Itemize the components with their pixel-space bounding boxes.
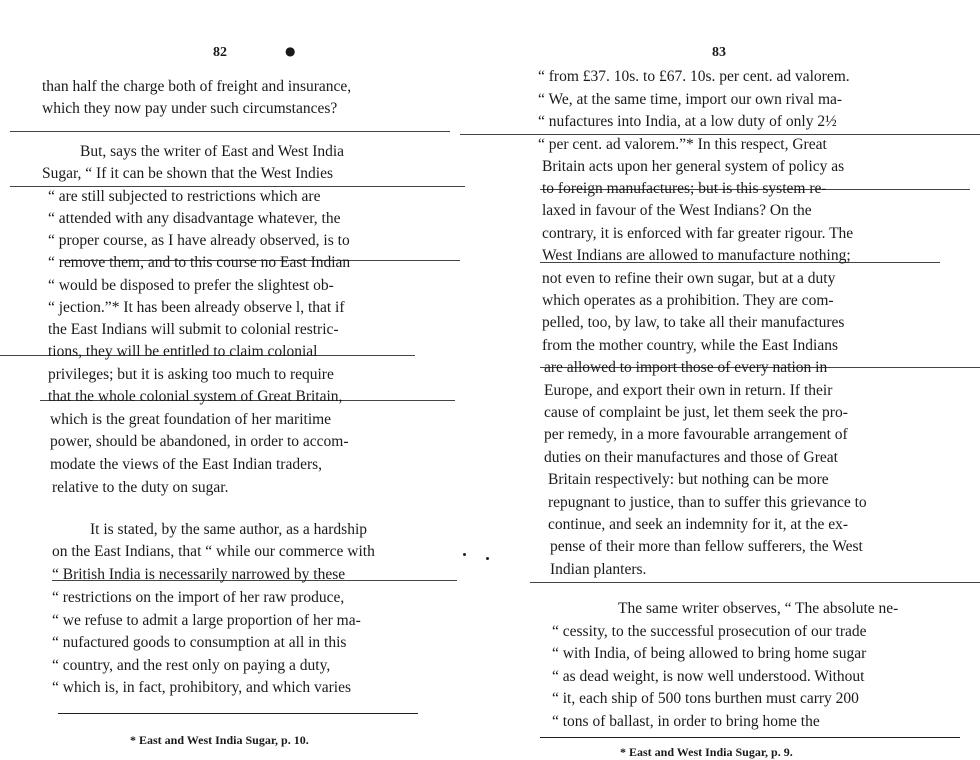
text-line: “ British India is necessarily narrowed by these: [52, 566, 346, 583]
page-number: 83: [712, 45, 726, 60]
text-line: repugnant to justice, than to suffer this grievance to: [548, 494, 867, 511]
text-line: “ We, at the same time, import our own rival ma-: [538, 91, 843, 108]
text-line: “ proper course, as I have already observed, is to: [48, 232, 350, 249]
scan-rule: [10, 131, 450, 132]
scan-speck: [463, 553, 466, 556]
text-line: modate the views of the East Indian traders,: [50, 456, 323, 473]
text-line: contrary, it is enforced with far greater rigour. The: [542, 225, 854, 242]
text-line: Europe, and export their own in return. If their: [544, 382, 833, 399]
text-line: “ country, and the rest only on paying a duty,: [52, 657, 331, 674]
text-line: that the whole colonial system of Great Britain,: [48, 388, 343, 405]
text-line: Sugar, “ If it can be shown that the West Indies: [42, 165, 333, 182]
text-line: which they now pay under such circumstances?: [42, 100, 338, 117]
text-line: duties on their manufactures and those of Great: [544, 449, 838, 466]
scan-rule: [530, 582, 980, 583]
text-line: Britain acts upon her general system of policy as: [542, 158, 845, 175]
text-line: on the East Indians, that “ while our commerce with: [52, 543, 375, 560]
text-line: privileges; but it is asking too much to require: [48, 366, 334, 383]
text-line: “ with India, of being allowed to bring home sugar: [552, 645, 867, 662]
text-line: than half the charge both of freight and insurance,: [42, 78, 352, 95]
text-line: per remedy, in a more favourable arrangement of: [544, 426, 848, 443]
text-line: “ we refuse to admit a large proportion of her ma-: [52, 612, 361, 629]
text-line: “ it, each ship of 500 tons burthen must carry 200: [552, 690, 859, 707]
text-line: “ jection.”* It has been already observe l, that if: [48, 299, 345, 316]
text-line: power, should be abandoned, in order to accom-: [50, 433, 349, 450]
text-line: “ tons of ballast, in order to bring home the: [552, 713, 820, 730]
text-line: tions, they will be entitled to claim colonial: [48, 343, 318, 360]
text-line: “ nufactured goods to consumption at all in this: [52, 634, 347, 651]
text-line: “ from £37. 10s. to £67. 10s. per cent. ad valorem.: [538, 68, 850, 85]
text-line: laxed in favour of the West Indians? On the: [542, 202, 812, 219]
text-line: are allowed to import those of every nation in: [544, 359, 828, 376]
footnote-rule: [540, 737, 960, 738]
text-line: pelled, too, by law, to take all their manufactures: [542, 314, 845, 331]
paragraph-start: It is stated, by the same author, as a hardship: [90, 521, 368, 538]
text-line: “ nufactures into India, at a low duty of only 2½: [538, 113, 837, 130]
text-line: “ which is, in fact, prohibitory, and which varies: [52, 679, 352, 696]
text-line: “ restrictions on the import of her raw produce,: [52, 589, 345, 606]
text-line: Britain respectively: but nothing can be more: [548, 471, 829, 488]
text-line: “ are still subjected to restrictions which are: [48, 188, 321, 205]
text-line: “ as dead weight, is now well understood. Without: [552, 668, 865, 685]
text-line: “ remove them, and to this course no East Indian: [48, 254, 351, 271]
text-line: continue, and seek an indemnity for it, at the ex-: [548, 516, 849, 533]
footnote: * East and West India Sugar, p. 10.: [130, 733, 309, 747]
paragraph-start: But, says the writer of East and West India: [80, 143, 345, 160]
footnote: * East and West India Sugar, p. 9.: [620, 745, 793, 759]
text-line: “ cessity, to the successful prosecution of our trade: [552, 623, 867, 640]
text-line: “ attended with any disadvantage whatever, the: [48, 210, 341, 227]
text-line: relative to the duty on sugar.: [52, 479, 229, 496]
text-line: cause of complaint be just, let them seek the pro-: [544, 404, 848, 421]
text-line: to foreign manufactures; but is this system re-: [542, 180, 827, 197]
paragraph-start: The same writer observes, “ The absolute ne-: [618, 600, 899, 617]
text-line: pense of their more than fellow sufferers, the West: [550, 538, 863, 555]
bullet-mark: ●: [285, 44, 296, 58]
footnote-rule: [58, 713, 418, 714]
text-line: which is the great foundation of her maritime: [50, 411, 332, 428]
text-line: “ would be disposed to prefer the slightest ob-: [48, 277, 334, 294]
scan-speck: [486, 557, 489, 560]
text-line: West Indians are allowed to manufacture nothing;: [542, 247, 851, 264]
left-page: [0, 0, 470, 751]
page-number: 82: [213, 45, 227, 60]
right-page: [500, 0, 980, 759]
text-line: from the mother country, while the East Indians: [542, 337, 838, 354]
text-line: “ per cent. ad valorem.”* In this respect, Great: [538, 136, 827, 153]
text-line: which operates as a prohibition. They are com-: [542, 292, 834, 309]
text-line: not even to refine their own sugar, but at a duty: [542, 270, 836, 287]
text-line: the East Indians will submit to colonial restric-: [48, 321, 339, 338]
text-line: Indian planters.: [550, 561, 647, 578]
